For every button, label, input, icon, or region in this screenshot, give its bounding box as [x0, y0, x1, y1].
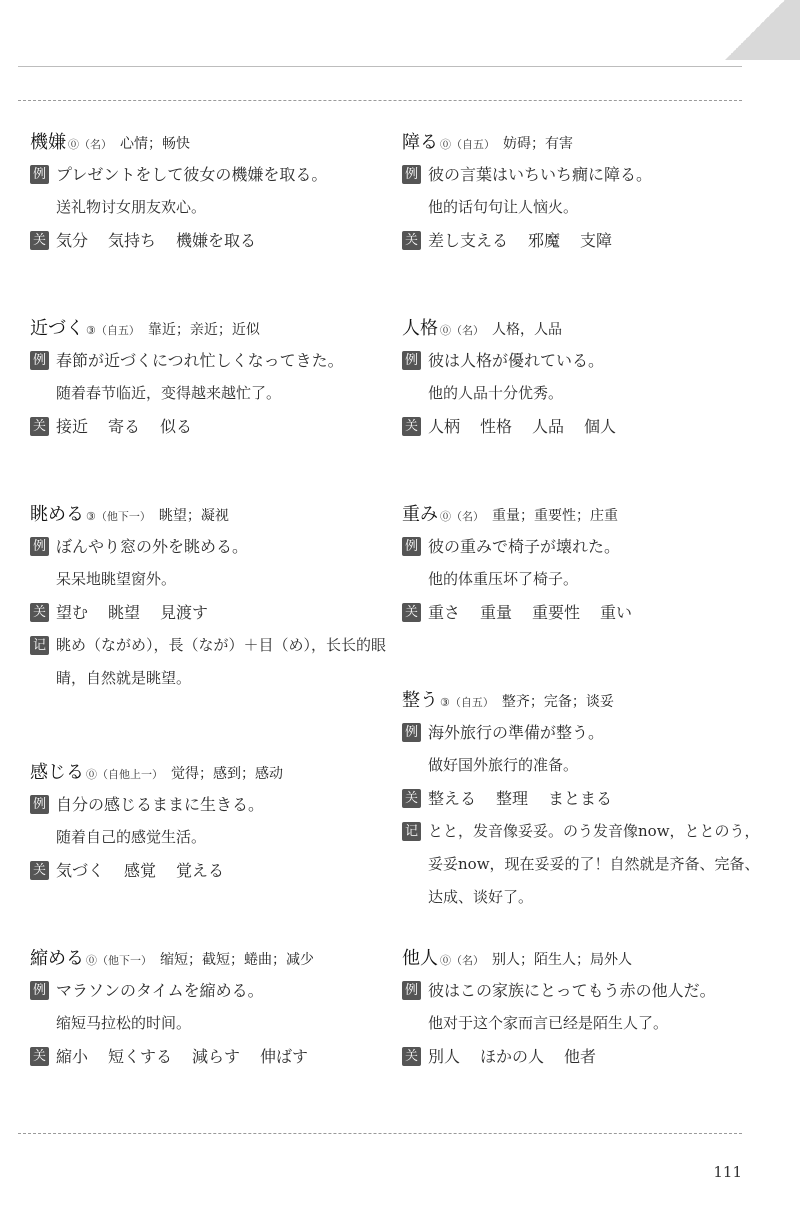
related-word: 重い [600, 603, 633, 622]
translation: 做好国外旅行的准备。 [428, 756, 579, 774]
translation: 他的话句句让人恼火。 [428, 198, 579, 216]
translation-row [30, 821, 390, 854]
related-word: 重要性 [532, 603, 581, 622]
example-sentence: マラソンのタイムを縮める。 [56, 981, 264, 1000]
headword: 縮める [30, 948, 84, 969]
example-row [30, 974, 390, 1007]
grammar-label: ③（自五） [86, 324, 140, 337]
related-word: 性格 [480, 417, 513, 436]
headword-line [402, 128, 762, 158]
translation-row [402, 563, 762, 596]
vocab-entry [30, 944, 390, 1122]
example-tag-icon: 例 [30, 165, 49, 184]
translation-row [402, 377, 762, 410]
example-row [30, 530, 390, 563]
example-sentence: プレゼントをして彼女の機嫌を取る。 [56, 165, 328, 184]
example-sentence: 彼は人格が優れている。 [428, 351, 605, 370]
vocab-entry [402, 128, 762, 306]
related-tag-icon: 关 [402, 603, 421, 622]
translation-row [30, 191, 390, 224]
related-row [30, 854, 390, 887]
related-word: 接近 [56, 417, 89, 436]
example-tag-icon: 例 [402, 351, 421, 370]
related-row [402, 596, 762, 629]
meaning: 别人；陌生人；局外人 [492, 952, 632, 968]
grammar-label: ③（他下一） [86, 510, 151, 523]
meaning: 整齐；完备；谈妥 [501, 694, 614, 710]
related-word: 整理 [496, 789, 529, 808]
translation-row [402, 749, 762, 782]
translation: 缩短马拉松的时间。 [56, 1014, 192, 1032]
related-word: 邪魔 [528, 231, 561, 250]
headword-line [402, 944, 762, 974]
vocab-entry [402, 944, 762, 1122]
example-sentence: 自分の感じるままに生きる。 [56, 795, 265, 814]
example-row [402, 158, 762, 191]
related-tag-icon: 关 [402, 1047, 421, 1066]
related-word: 減らす [192, 1047, 241, 1066]
translation: 随着春节临近，变得越来越忙了。 [56, 384, 282, 402]
related-word: 人柄 [428, 417, 461, 436]
related-row [30, 410, 390, 443]
example-row [402, 716, 762, 749]
example-sentence: 彼はこの家族にとってもう赤の他人だ。 [428, 981, 716, 1000]
example-sentence: 彼の重みで椅子が壊れた。 [428, 537, 621, 556]
related-word: 重量 [480, 603, 513, 622]
meaning: 心情；畅快 [120, 136, 190, 152]
related-tag-icon: 关 [30, 1047, 49, 1066]
headword-line [30, 500, 390, 530]
headword: 障る [402, 132, 438, 153]
related-word: 似る [160, 417, 193, 436]
related-word: 望む [56, 603, 89, 622]
related-tag-icon: 关 [30, 417, 49, 436]
headword: 近づく [30, 318, 84, 339]
headword-line [30, 758, 390, 788]
translation-row [402, 191, 762, 224]
related-row [402, 1040, 762, 1073]
example-sentence: 春節が近づくにつれ忙しくなってきた。 [56, 351, 344, 370]
bottom-dashed-rule [18, 1133, 742, 1134]
example-tag-icon: 例 [30, 795, 49, 814]
meaning: 人格，人品 [492, 322, 562, 338]
related-word: 伸ばす [260, 1047, 309, 1066]
example-tag-icon: 例 [30, 981, 49, 1000]
related-word: 寄る [108, 417, 141, 436]
note-tag-icon: 记 [402, 822, 421, 841]
note-text: とと，发音像妥妥。のう发音像now，ととのう，妥妥now，现在妥妥的了！自然就是齐备、完备、达成、谈好了。 [428, 822, 760, 906]
note-tag-icon: 记 [30, 636, 49, 655]
related-word: 感覚 [124, 861, 157, 880]
page-number: 111 [713, 1163, 742, 1181]
vocab-entry [30, 500, 390, 750]
related-word: ほかの人 [480, 1047, 545, 1066]
headword: 重み [402, 504, 438, 525]
meaning: 靠近；亲近；近似 [147, 322, 260, 338]
headword-line [30, 944, 390, 974]
example-tag-icon: 例 [402, 723, 421, 742]
related-tag-icon: 关 [30, 861, 49, 880]
related-word: 別人 [428, 1047, 461, 1066]
related-tag-icon: 关 [30, 603, 49, 622]
example-row [30, 788, 390, 821]
top-rule [18, 66, 742, 67]
related-word: 短くする [108, 1047, 173, 1066]
headword: 人格 [402, 318, 438, 339]
translation-row [30, 563, 390, 596]
related-word: 人品 [532, 417, 565, 436]
related-word: 気持ち [108, 231, 157, 250]
related-row [402, 224, 762, 257]
example-row [402, 344, 762, 377]
related-word: 個人 [584, 417, 617, 436]
related-tag-icon: 关 [402, 231, 421, 250]
related-word: 気づく [56, 861, 105, 880]
headword-line [402, 500, 762, 530]
related-row [402, 410, 762, 443]
headword-line [402, 686, 762, 716]
grammar-label: ⓪（自他上一） [86, 768, 163, 781]
top-dashed-rule [18, 100, 742, 101]
related-tag-icon: 关 [402, 417, 421, 436]
translation: 他的人品十分优秀。 [428, 384, 564, 402]
note-row [402, 815, 762, 914]
example-sentence: 海外旅行の準備が整う。 [428, 723, 605, 742]
example-sentence: 彼の言葉はいちいち癇に障る。 [428, 165, 653, 184]
example-tag-icon: 例 [402, 165, 421, 184]
vocab-entry [402, 500, 762, 678]
related-word: 機嫌を取る [176, 231, 257, 250]
headword: 他人 [402, 948, 438, 969]
related-word: 眺望 [108, 603, 141, 622]
headword-line [402, 314, 762, 344]
example-row [402, 530, 762, 563]
right-column [402, 120, 762, 1122]
headword-line [30, 128, 390, 158]
meaning: 妨碍；有害 [503, 136, 573, 152]
vocab-entry [30, 758, 390, 936]
meaning: 眺望；凝视 [158, 508, 229, 524]
vocab-entry [30, 314, 390, 492]
grammar-label: ⓪（名） [68, 138, 112, 151]
grammar-label: ⓪（名） [440, 324, 484, 337]
note-text: 眺め（ながめ），長（なが）＋目（め），长长的眼睛，自然就是眺望。 [56, 636, 387, 687]
example-tag-icon: 例 [402, 981, 421, 1000]
headword: 眺める [30, 504, 84, 525]
related-word: 縮小 [56, 1047, 89, 1066]
example-sentence: ぼんやり窓の外を眺める。 [56, 537, 249, 556]
related-row [30, 224, 390, 257]
headword: 機嫌 [30, 132, 66, 153]
related-tag-icon: 关 [30, 231, 49, 250]
related-word: 覚える [176, 861, 225, 880]
translation: 送礼物讨女朋友欢心。 [56, 198, 207, 216]
related-tag-icon: 关 [402, 789, 421, 808]
related-row [30, 1040, 390, 1073]
translation-row [30, 1007, 390, 1040]
grammar-label: ⓪（自五） [440, 138, 495, 151]
example-tag-icon: 例 [30, 351, 49, 370]
grammar-label: ⓪（他下一） [86, 954, 152, 967]
related-word: 見渡す [160, 603, 209, 622]
translation: 随着自己的感觉生活。 [56, 828, 207, 846]
translation: 他对于这个家而言已经是陌生人了。 [428, 1014, 669, 1032]
example-row [402, 974, 762, 1007]
vocab-entry [30, 128, 390, 306]
translation-row [402, 1007, 762, 1040]
meaning: 觉得；感到；感动 [171, 766, 283, 782]
meaning: 重量；重要性；庄重 [492, 508, 618, 524]
example-tag-icon: 例 [402, 537, 421, 556]
related-word: 整える [428, 789, 477, 808]
translation: 他的体重压坏了椅子。 [428, 570, 579, 588]
related-word: 気分 [56, 231, 89, 250]
headword: 整う [402, 690, 438, 711]
related-word: 支障 [580, 231, 613, 250]
related-row [30, 596, 390, 629]
meaning: 缩短；截短；蜷曲；减少 [160, 952, 314, 968]
vocab-entry [402, 314, 762, 492]
translation-row [30, 377, 390, 410]
headword-line [30, 314, 390, 344]
page-corner-fold [710, 0, 800, 60]
related-word: まとまる [548, 789, 613, 808]
example-row [30, 344, 390, 377]
grammar-label: ⓪（名） [440, 954, 484, 967]
grammar-label: ⓪（名） [440, 510, 484, 523]
left-column [30, 120, 390, 1122]
vocab-entry [402, 686, 762, 936]
related-word: 重さ [428, 603, 461, 622]
note-row [30, 629, 390, 695]
grammar-label: ③（自五） [440, 696, 494, 709]
translation: 呆呆地眺望窗外。 [56, 570, 177, 588]
related-word: 差し支える [428, 231, 509, 250]
related-row [402, 782, 762, 815]
headword: 感じる [30, 762, 84, 783]
example-row [30, 158, 390, 191]
example-tag-icon: 例 [30, 537, 49, 556]
related-word: 他者 [564, 1047, 597, 1066]
